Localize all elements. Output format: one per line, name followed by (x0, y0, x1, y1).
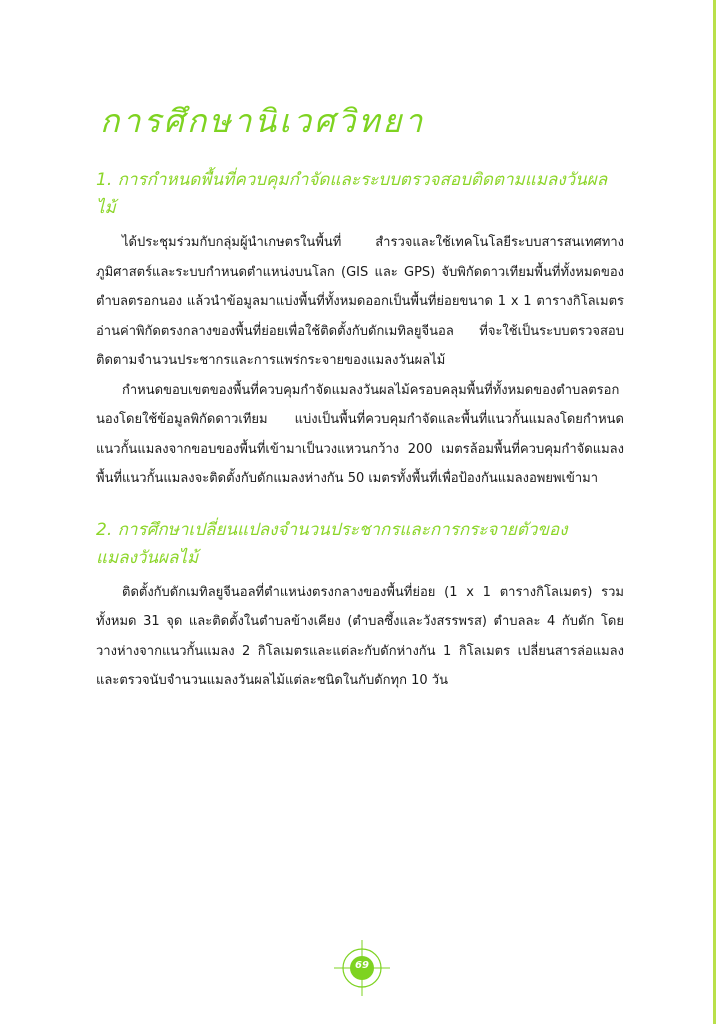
page-title: การศึกษานิเวศวิทยา (100, 102, 426, 140)
page-number-badge (334, 940, 390, 996)
section-2 (96, 516, 624, 696)
section-1 (96, 166, 624, 494)
section-2-heading: 2. การศึกษาเปลี่ยนแปลงจำนวนประชากรและการกระจายตัวของแมลงวันผลไม้ (96, 519, 568, 568)
page-number: 69 (355, 960, 369, 971)
section-2-paragraph-1: ติดตั้งกับดักเมทิลยูจีนอลที่ตำแหน่งตรงกลางของพื้นที่ย่อย (1 x 1 ตารางกิโลเมตร) รวมทั้งหมด 31 จุด และติดตั้งในตำบลข้างเคียง (ตำบลซึ้งและวังสรรพรส) ตำบลละ 4 กับดัก โดยวางห่างจากแนวกั้นแมลง 2 กิโลเมตรและแต่ละกับดักห่างกัน 1 กิโลเมตร เปลี่ยนสารล่อแมลงและตรวจนับจำนวนแมลงวันผลไม้แต่ละชนิดในกับดักทุก 10 วัน (96, 584, 624, 688)
section-1-heading: 1. การกำหนดพื้นที่ควบคุมกำจัดและระบบตรวจสอบติดตามแมลงวันผลไม้ (96, 170, 608, 218)
section-1-paragraph-1: ได้ประชุมร่วมกับกลุ่มผู้นำเกษตรในพื้นที่ สำรวจและใช้เทคโนโลยีระบบสารสนเทศทางภูมิศาสตร์และระบบกำหนดตำแหน่งบนโลก (GIS และ GPS) จับพิกัดดาวเทียมพื้นที่ทั้งหมดของตำบลตรอกนอง แล้วนำข้อมูลมาแบ่งพื้นที่ทั้งหมดออกเป็นพื้นที่ย่อยขนาด 1 x 1 ตารางกิโลเมตร อ่านค่าพิกัดตรงกลางของพื้นที่ย่อยเพื่อใช้ติดตั้งกับดักเมทิลยูจีนอล ที่จะใช้เป็นระบบตรวจสอบติดตามจำนวนประชากรและการแพร่กระจายของแมลงวันผลไม้ (96, 235, 624, 368)
section-1-paragraph-2: กำหนดขอบเขตของพื้นที่ควบคุมกำจัดแมลงวันผลไม้ครอบคลุมพื้นที่ทั้งหมดของตำบลตรอกนองโดยใช้ข้อมูลพิกัดดาวเทียม แบ่งเป็นพื้นที่ควบคุมกำจัดและพื้นที่แนวกั้นแมลงโดยกำหนดแนวกั้นแมลงจากขอบของพื้นที่เข้ามาเป็นวงแหวนกว้าง 200 เมตรล้อมพื้นที่ควบคุมกำจัดแมลง พื้นที่แนวกั้นแมลงจะติดตั้งกับดักแมลงห่างกัน 50 เมตรทั้งพื้นที่เพื่อป้องกันแมลงอพยพเข้ามา (96, 382, 624, 486)
document-body (96, 166, 624, 696)
page-edge-line (713, 0, 716, 1024)
